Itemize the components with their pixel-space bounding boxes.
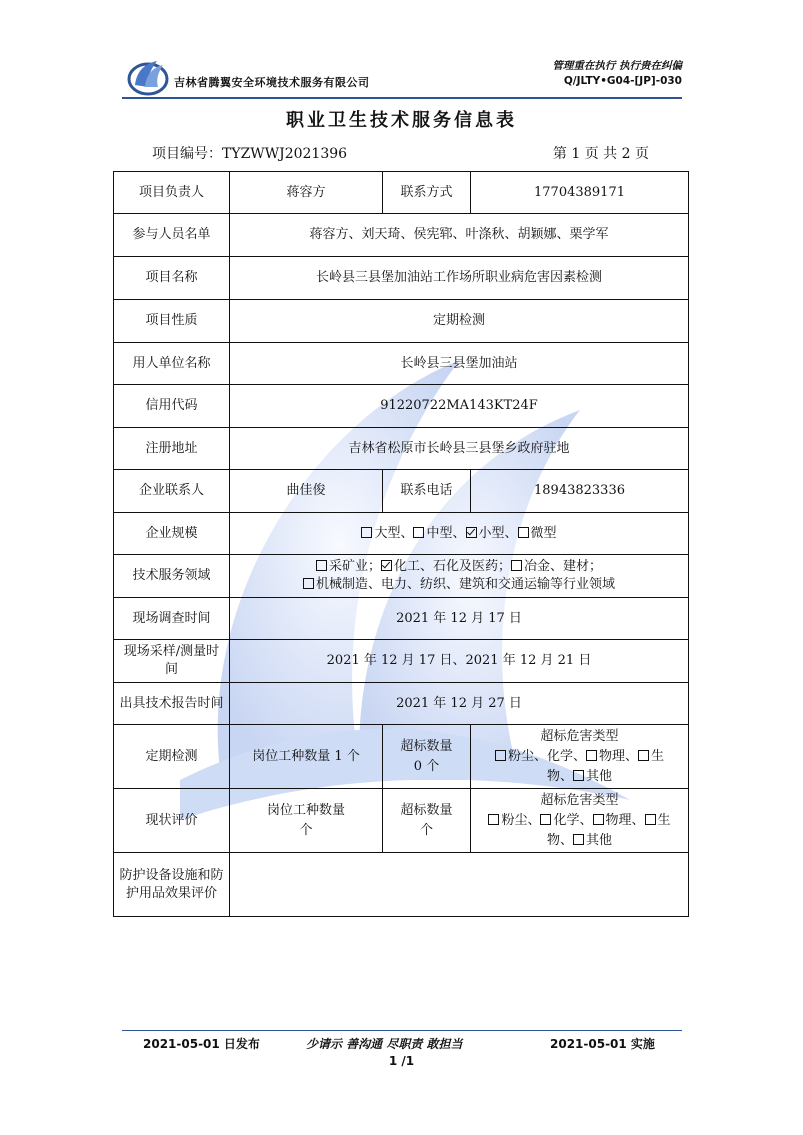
cell-label: 联系方式 — [383, 172, 471, 214]
cell-label: 联系电话 — [383, 470, 471, 513]
hazard-title: 超标危害类型 — [540, 792, 619, 808]
cell-value: 长岭县三县堡加油站工作场所职业病危害因素检测 — [230, 257, 689, 300]
cell-label: 企业联系人 — [114, 470, 230, 513]
cell-value: 蒋容方、刘天琦、侯宪郓、叶涤秋、胡颖娜、栗学军 — [230, 214, 689, 257]
project-number: 项目编号：TYZWWJ2021396 — [152, 146, 348, 162]
cell-value: 岗位工种数量 1 个 — [230, 725, 383, 789]
cell-value: 2021 年 12 月 17 日 — [230, 598, 689, 640]
checkbox-mining[interactable] — [316, 560, 327, 571]
cell-label: 现场采样/测量时间 — [114, 640, 230, 683]
option-label: 粉尘、化学、 — [507, 748, 586, 764]
checkbox-other[interactable] — [573, 834, 584, 845]
cell-label: 信用代码 — [114, 385, 230, 428]
checkbox-chemical-checked[interactable] — [381, 560, 392, 571]
option-label: 粉尘、 — [501, 812, 541, 828]
cell-value: 曲佳俊 — [230, 470, 383, 513]
exceed-cell — [383, 725, 471, 789]
document-code: Q/JLTY•G04-[JP]-030 — [563, 75, 682, 87]
page-title: 职业卫生技术服务信息表 — [286, 110, 517, 131]
table-row — [114, 428, 689, 470]
table-row — [114, 343, 689, 385]
field-options — [230, 555, 689, 598]
option-label: 生 — [651, 748, 665, 764]
table-row — [114, 470, 689, 513]
company-logo-icon — [127, 55, 169, 97]
option-label: 物理、 — [598, 748, 638, 764]
exceed-unit: 个 — [419, 822, 433, 838]
option-label: 生 — [657, 812, 671, 828]
option-label: 小型、 — [478, 525, 518, 541]
cell-value: 吉林省松原市长岭县三县堡乡政府驻地 — [230, 428, 689, 470]
table-row — [114, 300, 689, 343]
table-row — [114, 853, 689, 917]
table-row — [114, 385, 689, 428]
cell-value-empty — [230, 853, 689, 917]
cell-label: 用人单位名称 — [114, 343, 230, 385]
option-label: 微型 — [530, 525, 557, 541]
checkbox-physical[interactable] — [586, 750, 597, 761]
hazard-cell — [471, 725, 689, 789]
checkbox-other[interactable] — [573, 770, 584, 781]
cell-label: 注册地址 — [114, 428, 230, 470]
cell-label: 出具技术报告时间 — [114, 683, 230, 725]
posts-cell — [230, 789, 383, 853]
option-label: 化工、石化及医药； — [393, 559, 511, 574]
checkbox-medium[interactable] — [413, 527, 424, 538]
checkbox-dust[interactable] — [488, 814, 499, 825]
cell-label: 参与人员名单 — [114, 214, 230, 257]
cell-label: 项目负责人 — [114, 172, 230, 214]
table-row — [114, 725, 689, 789]
option-label: 化学、 — [553, 812, 593, 828]
table-row — [114, 640, 689, 683]
option-label: 物、 — [546, 832, 573, 848]
table-row — [114, 214, 689, 257]
cell-label: 防护设备设施和防护用品效果评价 — [114, 853, 230, 917]
info-table — [113, 171, 689, 917]
exceed-cell — [383, 789, 471, 853]
posts-label: 岗位工种数量 — [266, 802, 345, 818]
header-divider — [122, 97, 682, 99]
table-row — [114, 555, 689, 598]
cell-value: 长岭县三县堡加油站 — [230, 343, 689, 385]
effective-date: 2021-05-01 实施 — [550, 1037, 655, 1051]
issue-date: 2021-05-01 日发布 — [143, 1037, 260, 1051]
checkbox-dust[interactable] — [495, 750, 506, 761]
cell-value: 2021 年 12 月 17 日、2021 年 12 月 21 日 — [230, 640, 689, 683]
cell-value: 蒋容方 — [230, 172, 383, 214]
table-row — [114, 257, 689, 300]
hazard-cell — [471, 789, 689, 853]
cell-label: 定期检测 — [114, 725, 230, 789]
option-label: 机械制造、电力、纺织、建筑和交通运输等行业领域 — [315, 577, 615, 592]
hazard-title: 超标危害类型 — [540, 728, 619, 744]
option-label: 大型、 — [374, 525, 414, 541]
option-label: 冶金、建材； — [524, 559, 603, 574]
table-row — [114, 513, 689, 555]
checkbox-machinery[interactable] — [303, 578, 314, 589]
table-row — [114, 598, 689, 640]
page-info: 第 1 页 共 2 页 — [552, 146, 649, 162]
cell-label: 现状评价 — [114, 789, 230, 853]
option-label: 其他 — [586, 768, 613, 784]
cell-label: 项目名称 — [114, 257, 230, 300]
footer-motto: 少请示 善沟通 尽职责 敢担当 — [306, 1037, 463, 1051]
cell-label: 企业规模 — [114, 513, 230, 555]
table-row — [114, 172, 689, 214]
exceed-label: 超标数量 — [400, 738, 453, 754]
cell-value: 2021 年 12 月 27 日 — [230, 683, 689, 725]
cell-label: 现场调查时间 — [114, 598, 230, 640]
table-row — [114, 683, 689, 725]
page-number: 1 /1 — [388, 1054, 415, 1068]
checkbox-micro[interactable] — [518, 527, 529, 538]
exceed-label: 超标数量 — [400, 802, 453, 818]
posts-unit: 个 — [299, 822, 313, 838]
cell-value: 91220722MA143KT24F — [230, 385, 689, 428]
option-label: 中型、 — [426, 525, 466, 541]
header-motto: 管理重在执行 执行贵在纠偏 — [552, 60, 682, 72]
checkbox-biological[interactable] — [638, 750, 649, 761]
table-row — [114, 789, 689, 853]
option-label: 其他 — [586, 832, 613, 848]
checkbox-small-checked[interactable] — [466, 527, 477, 538]
cell-label: 项目性质 — [114, 300, 230, 343]
cell-value: 18943823336 — [471, 470, 689, 513]
checkbox-physical[interactable] — [593, 814, 604, 825]
checkbox-biological[interactable] — [645, 814, 656, 825]
option-label: 物、 — [546, 768, 573, 784]
scale-options — [230, 513, 689, 555]
checkbox-large[interactable] — [361, 527, 372, 538]
option-label: 物理、 — [605, 812, 645, 828]
footer-divider — [122, 1030, 682, 1031]
checkbox-metallurgy[interactable] — [511, 560, 522, 571]
exceed-value: 0 个 — [413, 758, 440, 774]
cell-value: 17704389171 — [471, 172, 689, 214]
company-name: 吉林省腾翼安全环境技术服务有限公司 — [174, 76, 370, 89]
cell-label: 技术服务领域 — [114, 555, 230, 598]
cell-value: 定期检测 — [230, 300, 689, 343]
checkbox-chemical[interactable] — [540, 814, 551, 825]
option-label: 采矿业； — [328, 559, 381, 574]
